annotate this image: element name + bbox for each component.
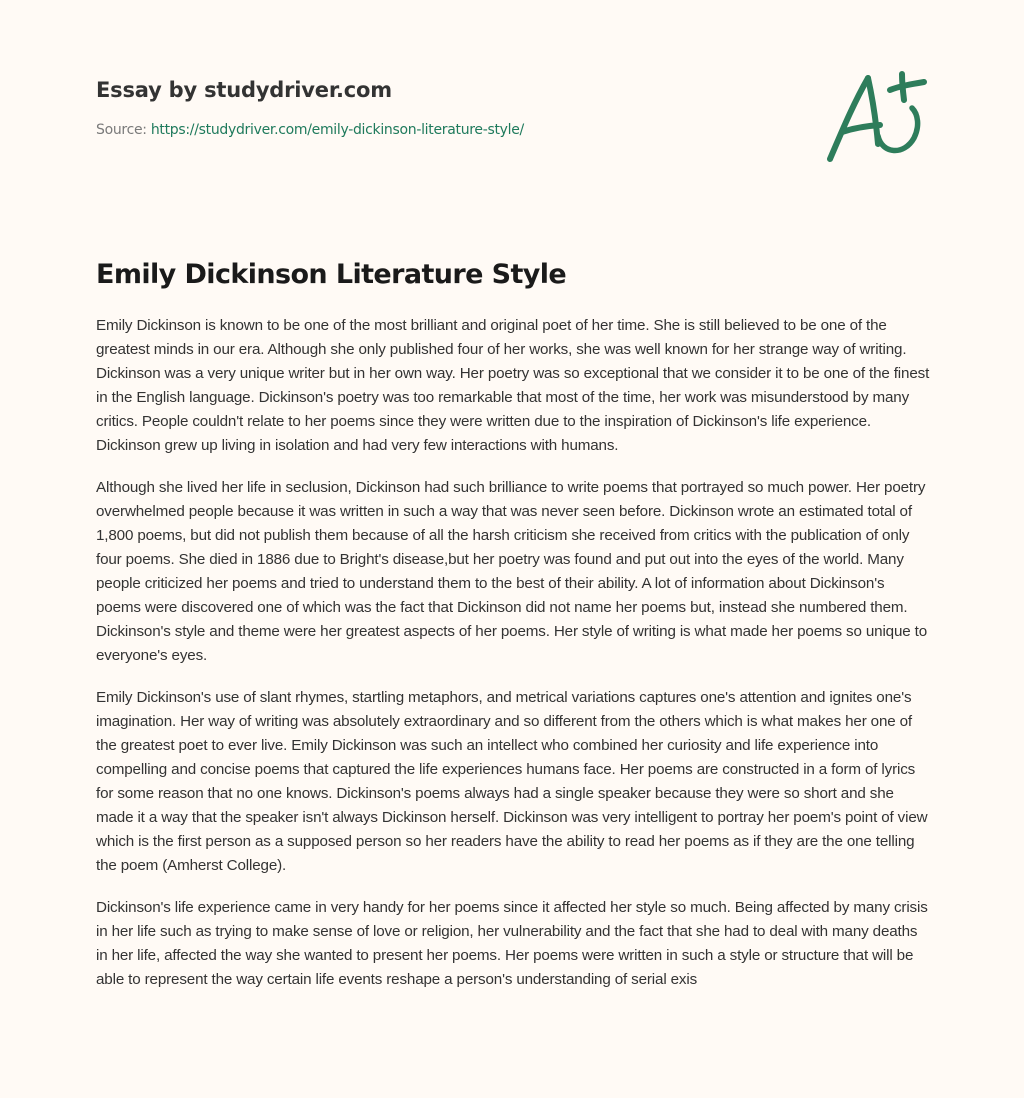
paragraph: Emily Dickinson's use of slant rhymes, startling metaphors, and metrical variations captures one's attention and ignites one's imagination. Her way of writing was absolutely extraordinary and so different from the others which is what makes her one of the greatest poet to ever live. Emily Dickinson was such an intellect who combined her curiosity and life experience into compelling and concise poems that captured the life experiences humans face. Her poems are constructed in a form of lyrics for some reason that no one knows. Dickinson's poems always had a single speaker because they were so short and she made it a way that the speaker isn't always Dickinson herself. Dickinson was very intelligent to portray her poem's point of view which is the first person as a supposed person so her readers have the ability to read her poems as if they are the one telling the poem (Amherst College).	[96, 689, 928, 874]
paragraph: Emily Dickinson is known to be one of the most brilliant and original poet of her time. She is still believed to be one of the greatest minds in our era. Although she only published four of her works, she was well known for her strange way of writing. Dickinson was a very unique writer but in her own way. Her poetry was so exceptional that we consider it to be one of the finest in the English language. Dickinson's poetry was too remarkable that most of the time, her work was misunderstood by many critics. People couldn't relate to her poems since they were written due to the inspiration of Dickinson's life experience. Dickinson grew up living in isolation and had very few interactions with humans.	[96, 317, 930, 454]
a-plus-grade-icon	[820, 66, 930, 166]
document-title: Emily Dickinson Literature Style	[96, 259, 567, 290]
source-line	[96, 120, 524, 140]
paragraph: Although she lived her life in seclusion, Dickinson had such brilliance to write poems that portrayed so much power. Her poetry overwhelmed people because it was written in such a way that was never seen before. Dickinson wrote an estimated total of 1,800 poems, but did not publish them because of all the harsh criticism she received from critics with the publication of only four poems. She died in 1886 due to Bright's disease,but her poetry was found and put out into the eyes of the world. Many people criticized her poems and tried to understand them to the best of their ability. A lot of information about Dickinson's poems were discovered one of which was the fact that Dickinson did not name her poems but, instead she numbered them. Dickinson's style and theme were her greatest aspects of her poems. Her style of writing is what made her poems so unique to everyone's eyes.	[96, 479, 927, 664]
source-link[interactable]: https://studydriver.com/emily-dickinson-literature-style/	[150, 122, 524, 138]
essay-header	[96, 74, 524, 140]
paragraph: Dickinson's life experience came in very handy for her poems since it affected her style so much. Being affected by many crisis in her life such as trying to make sense of love or religion, her vulnerability and the fact that she had to deal with many deaths in her life, affected the way she wanted to present her poems. Her poems were written in such a style or structure that will be able to represent the way certain life events reshape a person's understanding of serial exis	[96, 899, 928, 988]
essay-body	[96, 314, 932, 1010]
brand-title: Essay by studydriver.com	[96, 78, 392, 102]
source-label: Source:	[96, 122, 147, 138]
